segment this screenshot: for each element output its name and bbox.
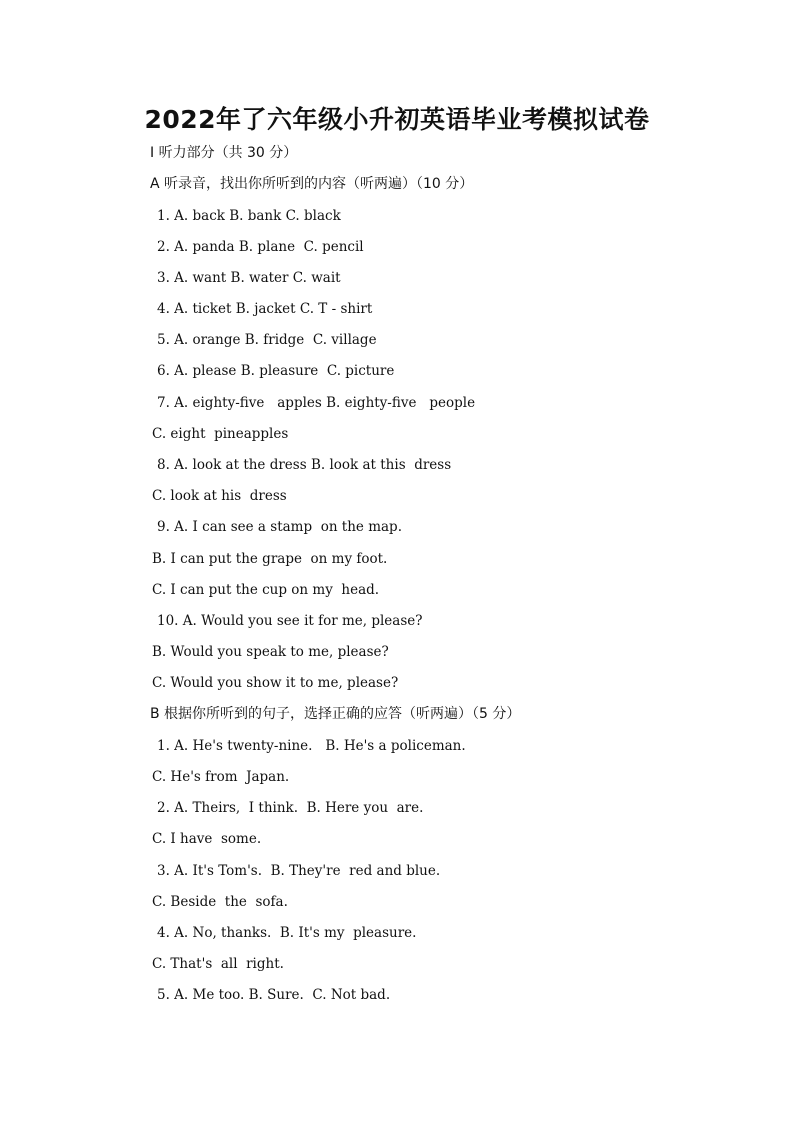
question-line: 5. A. Me too. B. Sure. C. Not bad. bbox=[157, 987, 391, 1003]
question-line: C. I have some. bbox=[152, 831, 262, 847]
question-line: 1. A. He's twenty-nine. B. He's a policeman. bbox=[157, 738, 466, 754]
question-line: 10. A. Would you see it for me, please? bbox=[157, 613, 423, 629]
question-line: 4. A. No, thanks. B. It's my pleasure. bbox=[157, 925, 417, 941]
page-title: 2022年了六年级小升初英语毕业考模拟试卷 bbox=[144, 105, 650, 134]
question-line: B. I can put the grape on my foot. bbox=[152, 551, 388, 567]
section-heading: B 根据你所听到的句子，选择正确的应答（听两遍）（5 分） bbox=[150, 706, 521, 722]
question-line: 6. A. please B. pleasure C. picture bbox=[157, 363, 395, 379]
question-line: C. I can put the cup on my head. bbox=[152, 582, 380, 598]
question-line: 4. A. ticket B. jacket C. T - shirt bbox=[157, 301, 373, 317]
question-line: C. That's all right. bbox=[152, 956, 284, 972]
question-line: 2. A. Theirs, I think. B. Here you are. bbox=[157, 800, 424, 816]
question-line: 8. A. look at the dress B. look at this dress bbox=[157, 457, 452, 473]
question-line: B. Would you speak to me, please? bbox=[152, 644, 389, 660]
question-line: 5. A. orange B. fridge C. village bbox=[157, 332, 377, 348]
question-line: C. eight pineapples bbox=[152, 426, 289, 442]
question-line: 3. A. It's Tom's. B. They're red and blue. bbox=[157, 863, 441, 879]
section-heading: I 听力部分（共 30 分） bbox=[150, 145, 298, 161]
question-line: C. Beside the sofa. bbox=[152, 894, 288, 910]
question-line: 3. A. want B. water C. wait bbox=[157, 270, 341, 286]
question-line: 1. A. back B. bank C. black bbox=[157, 208, 341, 224]
question-line: 7. A. eighty-five apples B. eighty-five people bbox=[157, 395, 476, 411]
question-line: 9. A. I can see a stamp on the map. bbox=[157, 519, 402, 535]
question-line: C. He's from Japan. bbox=[152, 769, 290, 785]
question-line: C. look at his dress bbox=[152, 488, 287, 504]
section-heading: A 听录音，找出你所听到的内容（听两遍）（10 分） bbox=[150, 176, 474, 192]
question-line: 2. A. panda B. plane C. pencil bbox=[157, 239, 364, 255]
question-line: C. Would you show it to me, please? bbox=[152, 675, 399, 691]
